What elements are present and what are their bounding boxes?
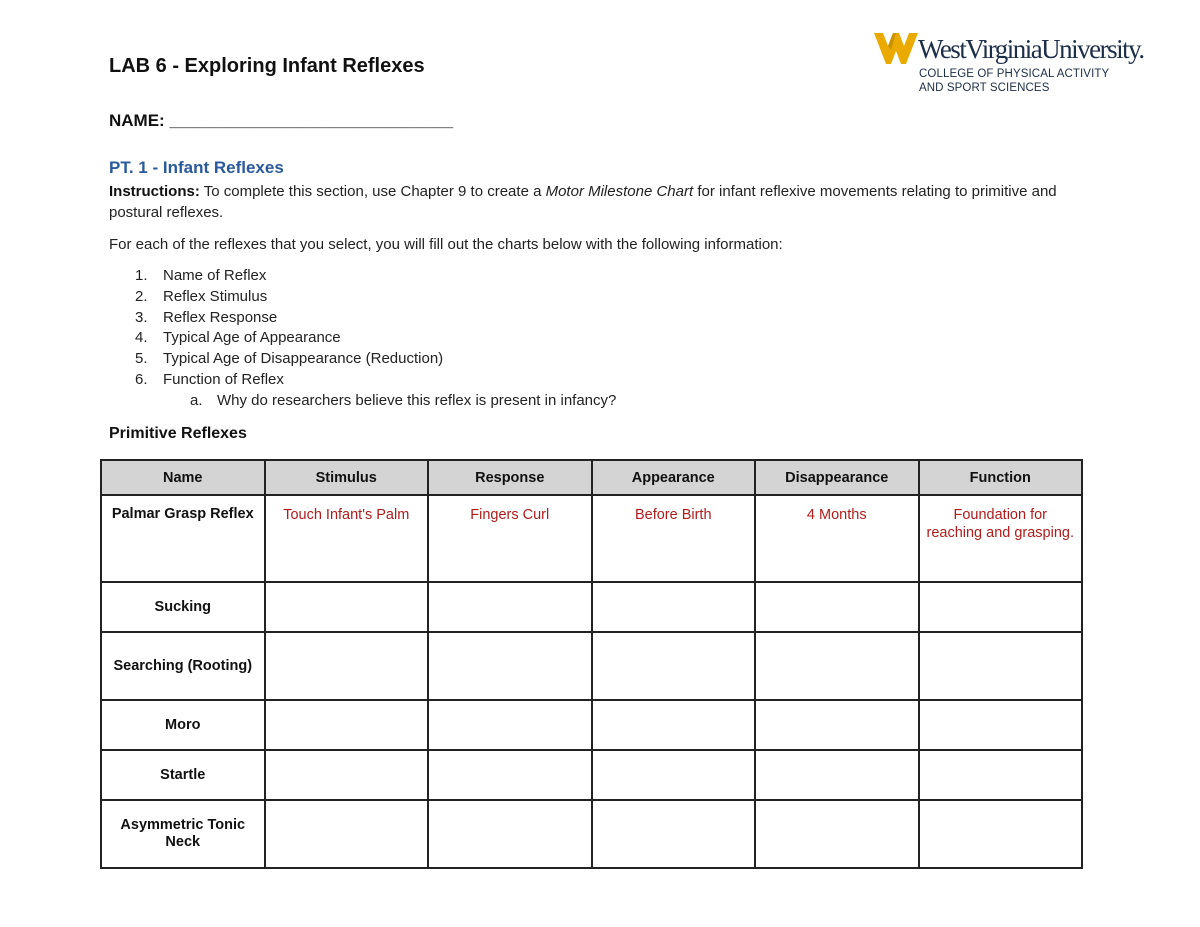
disappearance-cell[interactable] xyxy=(755,582,919,632)
list-item xyxy=(109,287,616,308)
sub-step-letter: a. xyxy=(190,391,203,409)
list-item xyxy=(109,266,616,287)
steps-list xyxy=(109,266,616,412)
stimulus-cell[interactable] xyxy=(265,750,429,800)
reflex-name: Palmar Grasp Reflex xyxy=(101,495,265,582)
response-cell[interactable] xyxy=(428,800,592,868)
list-item xyxy=(109,328,616,349)
instructions xyxy=(109,181,1089,223)
table-row xyxy=(101,582,1082,632)
college-name xyxy=(919,67,1109,95)
reflex-name: Searching (Rooting) xyxy=(101,632,265,700)
step-number: 3. xyxy=(135,308,148,326)
disappearance-cell[interactable] xyxy=(755,700,919,750)
function-cell[interactable] xyxy=(919,750,1083,800)
list-item xyxy=(109,349,616,370)
table-row xyxy=(101,750,1082,800)
function-cell[interactable] xyxy=(919,632,1083,700)
page-title: LAB 6 - Exploring Infant Reflexes xyxy=(109,55,425,77)
header-name: Name xyxy=(101,460,265,495)
function-cell[interactable] xyxy=(919,582,1083,632)
response-cell[interactable] xyxy=(428,700,592,750)
reflex-name: Asymmetric Tonic Neck xyxy=(101,800,265,868)
reflex-name: Moro xyxy=(101,700,265,750)
sub-steps-list xyxy=(163,391,616,412)
response-cell[interactable] xyxy=(428,750,592,800)
name-field: NAME: ______________________________ xyxy=(109,111,454,130)
stimulus-cell[interactable] xyxy=(265,700,429,750)
section-title: PT. 1 - Infant Reflexes xyxy=(109,158,284,177)
table-header-row xyxy=(101,460,1082,495)
for-each-paragraph: For each of the reflexes that you select, you will fill out the charts below with the following information: xyxy=(109,236,783,253)
disappearance-cell[interactable] xyxy=(755,750,919,800)
disappearance-cell[interactable]: 4 Months xyxy=(755,495,919,582)
table-row xyxy=(101,700,1082,750)
appearance-cell[interactable]: Before Birth xyxy=(592,495,756,582)
header-stimulus: Stimulus xyxy=(265,460,429,495)
step-number: 2. xyxy=(135,287,148,305)
step-number: 4. xyxy=(135,329,148,347)
response-cell[interactable] xyxy=(428,632,592,700)
list-item xyxy=(109,370,616,412)
instructions-label: Instructions: xyxy=(109,183,200,200)
table-row xyxy=(101,800,1082,868)
disappearance-cell[interactable] xyxy=(755,800,919,868)
reflex-name: Startle xyxy=(101,750,265,800)
instructions-text-2: for infant reflexive movements relating to primitive and postural reflexes. xyxy=(109,183,1057,221)
disappearance-cell[interactable] xyxy=(755,632,919,700)
step-text: Reflex Response xyxy=(163,308,278,326)
stimulus-cell[interactable] xyxy=(265,582,429,632)
header-appearance: Appearance xyxy=(592,460,756,495)
table-row xyxy=(101,495,1082,582)
step-text: Reflex Stimulus xyxy=(163,287,268,305)
step-text: Name of Reflex xyxy=(163,267,267,284)
list-item xyxy=(109,308,616,329)
college-line-2: AND SPORT SCIENCES xyxy=(919,82,1050,94)
appearance-cell[interactable] xyxy=(592,632,756,700)
stimulus-cell[interactable]: Touch Infant's Palm xyxy=(265,495,429,582)
flying-wv-icon xyxy=(874,30,918,70)
reflex-name: Sucking xyxy=(101,582,265,632)
step-text: Function of Reflex xyxy=(163,370,284,388)
instructions-text-1: To complete this section, use Chapter 9 to create a xyxy=(199,183,546,200)
step-text: Typical Age of Disappearance (Reduction) xyxy=(163,350,444,368)
appearance-cell[interactable] xyxy=(592,582,756,632)
step-text: Typical Age of Appearance xyxy=(163,329,341,347)
function-cell[interactable] xyxy=(919,700,1083,750)
header-function: Function xyxy=(919,460,1083,495)
table-heading: Primitive Reflexes xyxy=(109,425,247,442)
step-number: 5. xyxy=(135,350,148,368)
step-number: 6. xyxy=(135,370,148,388)
university-name: WestVirginiaUniversity. xyxy=(918,34,1144,64)
instructions-chart-name: Motor Milestone Chart xyxy=(545,183,694,200)
sub-list-item xyxy=(109,391,616,412)
function-cell[interactable] xyxy=(919,800,1083,868)
step-number: 1. xyxy=(135,267,148,284)
college-line-1: COLLEGE OF PHYSICAL ACTIVITY xyxy=(919,68,1110,80)
primitive-reflexes-table xyxy=(100,459,1083,869)
table-row xyxy=(101,632,1082,700)
header-disappearance: Disappearance xyxy=(755,460,919,495)
response-cell[interactable] xyxy=(428,582,592,632)
stimulus-cell[interactable] xyxy=(265,800,429,868)
stimulus-cell[interactable] xyxy=(265,632,429,700)
function-cell[interactable]: Foundation for reaching and grasping. xyxy=(919,495,1083,582)
appearance-cell[interactable] xyxy=(592,800,756,868)
header-response: Response xyxy=(428,460,592,495)
sub-step-text: Why do researchers believe this reflex is present in infancy? xyxy=(217,391,617,409)
appearance-cell[interactable] xyxy=(592,750,756,800)
appearance-cell[interactable] xyxy=(592,700,756,750)
response-cell[interactable]: Fingers Curl xyxy=(428,495,592,582)
wvu-logo xyxy=(874,30,1144,96)
